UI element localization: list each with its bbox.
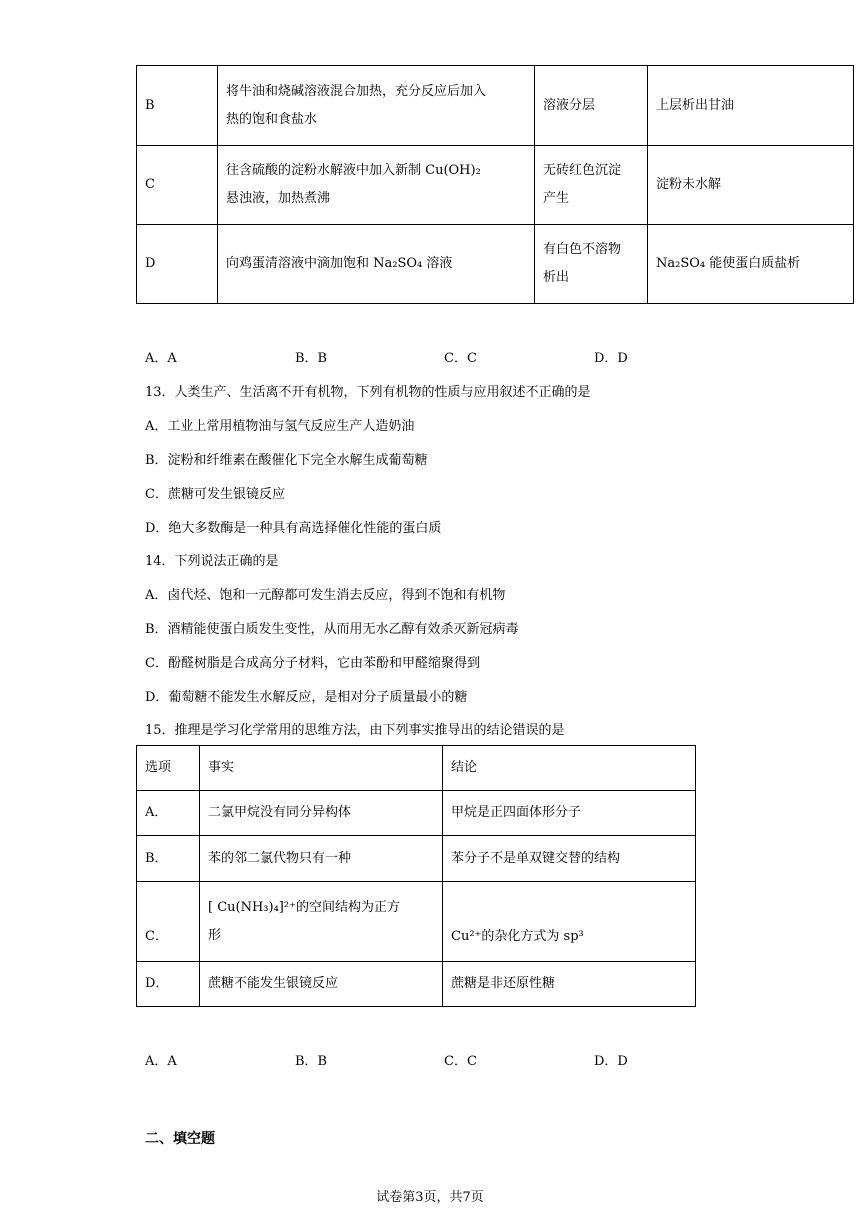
- row-label: D: [137, 225, 218, 304]
- question15-options: [145, 1050, 705, 1070]
- desc-line: 热的饱和食盐水: [226, 111, 318, 127]
- option-b: B．B: [295, 351, 328, 366]
- page-footer: 试卷第3页，共7页: [376, 1190, 484, 1205]
- table-row: [137, 882, 696, 962]
- phenom-line: 溶液分层: [543, 97, 596, 113]
- fact: 苯的邻二氯代物只有一种: [200, 836, 443, 882]
- question13-option-b: B．淀粉和纤维素在酸催化下完全水解生成葡萄糖: [145, 453, 428, 468]
- column-header-option: 选项: [137, 746, 200, 791]
- conclusion: 蔗糖是非还原性糖: [443, 962, 696, 1007]
- table-row: [137, 146, 854, 225]
- table-row: [137, 66, 854, 146]
- question13-option-c: C．蔗糖可发生银镜反应: [145, 487, 285, 502]
- phenom-line: 无砖红色沉淀: [543, 163, 622, 178]
- option-a: A．A: [145, 1054, 177, 1069]
- question15-table: [136, 745, 696, 1007]
- fact-line: [ Cu(NH₃)₄]²⁺的空间结构为正方: [208, 899, 400, 915]
- table-row: [137, 225, 854, 304]
- question14-option-a: A．卤代烃、饱和一元醇都可发生消去反应，得到不饱和有机物: [145, 588, 506, 603]
- fact: 蔗糖不能发生银镜反应: [200, 962, 443, 1007]
- experiment-desc: [218, 66, 535, 146]
- table-row: [137, 836, 696, 882]
- phenomenon: [535, 146, 648, 225]
- phenom-line: 产生: [543, 191, 570, 206]
- fact: [200, 882, 443, 962]
- row-label: D．: [137, 962, 200, 1007]
- conclusion: 上层析出甘油: [648, 66, 854, 146]
- question13-option-d: D．绝大多数酶是一种具有高选择催化性能的蛋白质: [145, 521, 442, 536]
- option-d: D．D: [594, 1054, 628, 1069]
- section-title: 二、填空题: [145, 1131, 215, 1147]
- experiment-desc: [218, 146, 535, 225]
- conclusion: Cu²⁺的杂化方式为 sp³: [443, 882, 696, 962]
- option-b: B．B: [295, 1054, 328, 1069]
- table-row: [137, 962, 696, 1007]
- question14-option-c: C．酚醛树脂是合成高分子材料，它由苯酚和甲醛缩聚得到: [145, 656, 480, 671]
- phenomenon: [535, 66, 648, 146]
- phenom-line: 析出: [543, 270, 570, 285]
- fact: 二氯甲烷没有同分异构体: [200, 791, 443, 836]
- row-label: C．: [137, 882, 200, 962]
- question12-table: [136, 65, 854, 304]
- column-header-fact: 事实: [200, 746, 443, 791]
- question15-stem: 15．推理是学习化学常用的思维方法，由下列事实推导出的结论错误的是: [145, 723, 565, 738]
- conclusion: 淀粉未水解: [648, 146, 854, 225]
- question14-stem: 14．下列说法正确的是: [145, 554, 279, 569]
- table-row: [137, 791, 696, 836]
- phenom-line: 有白色不溶物: [543, 242, 622, 257]
- option-a: A．A: [145, 351, 177, 366]
- column-header-conclusion: 结论: [443, 746, 696, 791]
- conclusion: Na₂SO₄ 能使蛋白质盐析: [648, 225, 854, 304]
- conclusion: 苯分子不是单双键交替的结构: [443, 836, 696, 882]
- table-header-row: [137, 746, 696, 791]
- fact-line: 形: [208, 927, 222, 943]
- option-c: C．C: [444, 1054, 477, 1069]
- question12-options: [145, 347, 705, 367]
- desc-line: 悬浊液，加热煮沸: [226, 191, 331, 206]
- question14-option-b: B．酒精能使蛋白质发生变性，从而用无水乙醇有效杀灭新冠病毒: [145, 622, 519, 637]
- option-c: C．C: [444, 351, 477, 366]
- option-d: D．D: [594, 351, 628, 366]
- desc-line: 将牛油和烧碱溶液混合加热，充分反应后加入: [226, 83, 487, 99]
- row-label: A．: [137, 791, 200, 836]
- question13-option-a: A．工业上常用植物油与氢气反应生产人造奶油: [145, 419, 415, 434]
- row-label: B．: [137, 836, 200, 882]
- row-label: B: [137, 66, 218, 146]
- experiment-desc: [218, 225, 535, 304]
- row-label: C: [137, 146, 218, 225]
- desc-line: 向鸡蛋清溶液中滴加饱和 Na₂SO₄ 溶液: [226, 256, 453, 271]
- phenomenon: [535, 225, 648, 304]
- conclusion: 甲烷是正四面体形分子: [443, 791, 696, 836]
- question14-option-d: D．葡萄糖不能发生水解反应，是相对分子质量最小的糖: [145, 690, 468, 705]
- question13-stem: 13．人类生产、生活离不开有机物，下列有机物的性质与应用叙述不正确的是: [145, 385, 591, 400]
- desc-line: 往含硫酸的淀粉水解液中加入新制 Cu(OH)₂: [226, 163, 481, 178]
